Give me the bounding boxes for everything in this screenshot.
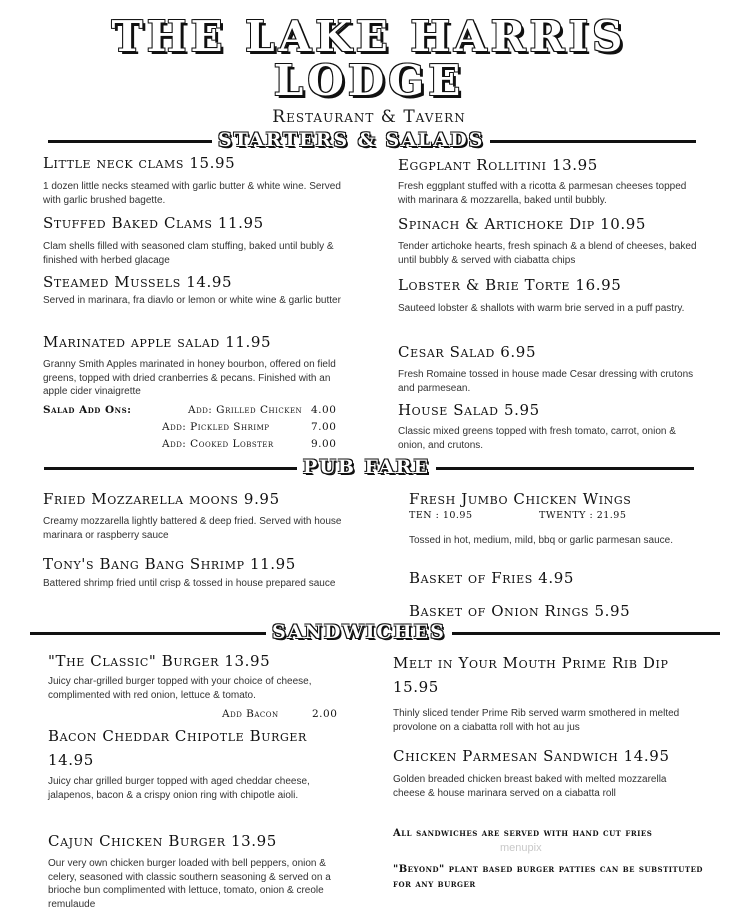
menu-item-description: Fresh eggplant stuffed with a ricotta & parmesan cheeses topped with marinara & mozzarella, baked until bubbly. — [398, 181, 687, 206]
menu-item-description: Granny Smith Apples marinated in honey bourbon, offered on field greens, topped with dried cranberries & pecans. Finished with an apple cider vinaigrette — [43, 359, 336, 397]
menu-item-name: Tony's Bang Bang Shrimp 11.95 — [43, 555, 296, 573]
menu-item-name: House Salad 5.95 — [398, 401, 540, 419]
menu-item-name: Steamed Mussels 14.95 — [43, 273, 233, 291]
menu-item-name: Bacon Cheddar Chipotle Burger — [48, 727, 307, 745]
menu-item-name: Lobster & Brie Torte 16.95 — [398, 276, 622, 294]
addon-name: Add: Pickled Shrimp — [162, 421, 270, 433]
wings-price-twenty: TWENTY : 21.95 — [539, 510, 627, 521]
restaurant-name-line2: LODGE — [273, 56, 465, 105]
menu-item-price: 15.95 — [393, 678, 439, 696]
menu-item-name: Melt in Your Mouth Prime Rib Dip — [393, 654, 669, 672]
menu-item-description: Creamy mozzarella lightly battered & deep fried. Served with house marinara or raspberry sauce — [43, 516, 342, 541]
section-title-starters: STARTERS & SALADS — [212, 129, 490, 151]
section-title-pub-fare: PUB FARE — [297, 456, 436, 478]
addon-name: Add: Grilled Chicken — [188, 404, 303, 416]
menu-item-description: Our very own chicken burger loaded with bell peppers, onion & celery, seasoned with classic southern seasoning & served on a brioche bun complimented with lettuce, tomato, onion & creole remulaude — [48, 858, 331, 910]
menu-item-description: 1 dozen little necks steamed with garlic butter & white wine. Served with garlic brushed bagette. — [43, 181, 341, 206]
restaurant-subtitle: Restaurant & Tavern — [272, 107, 466, 127]
note-beyond: "Beyond" plant based burger patties can be substituted for any burger — [393, 864, 703, 890]
menu-item-name: Cesar Salad 6.95 — [398, 343, 537, 361]
addon-price: 7.00 — [311, 421, 337, 433]
menu-item-name: Chicken Parmesan Sandwich 14.95 — [393, 747, 670, 765]
menu-item-description: Thinly sliced tender Prime Rib served warm smothered in melted provolone on a ciabatta roll with hot au jus — [393, 708, 680, 733]
menu-item-description: Tender artichoke hearts, fresh spinach & a blend of cheeses, baked until bubbly & served with ciabatta chips — [398, 241, 697, 266]
menu-item-description: Fresh Romaine tossed in house made Cesar dressing with crutons and parmesean. — [398, 369, 694, 394]
addon-name: Add: Cooked Lobster — [162, 438, 274, 450]
wings-price-ten: TEN : 10.95 — [409, 510, 473, 521]
menu-item-description: Battered shrimp fried until crisp & tossed in house prepared sauce — [43, 578, 336, 589]
menu-item-description: Juicy char grilled burger topped with aged cheddar cheese, jalapenos, bacon & a crispy onion ring with chipotle aioli. — [48, 776, 310, 801]
menu-item-name: Basket of Fries 4.95 — [409, 569, 575, 587]
menu-item-description: Clam shells filled with seasoned clam stuffing, baked until bubly & finished with herbed glacage — [43, 241, 334, 266]
menu-item-description: Sauteed lobster & shallots with warm brie served in a puff pastry. — [398, 303, 685, 314]
menu-item-name: Cajun Chicken Burger 13.95 — [48, 832, 277, 850]
menu-item-name: Marinated apple salad 11.95 — [43, 333, 272, 351]
section-title-sandwiches: SANDWICHES — [266, 621, 452, 643]
menu-item-description: Classic mixed greens topped with fresh tomato, carrot, onion & onion, and crutons. — [398, 426, 676, 451]
menu-item-description: Served in marinara, fra diavlo or lemon or white wine & garlic butter — [43, 295, 341, 306]
menu-item-description: Juicy char-grilled burger topped with your choice of cheese, complimented with red onion, lettuce & tomato. — [48, 676, 312, 701]
menu-item-price: 14.95 — [48, 751, 94, 769]
menu-item-name: Fresh Jumbo Chicken Wings — [409, 490, 632, 508]
menu-item-name: "The Classic" Burger 13.95 — [48, 652, 271, 670]
menu-item-description: Golden breaded chicken breast baked with melted mozzarella cheese & house marinara served on a ciabatta roll — [393, 774, 667, 799]
restaurant-name-line1: THE LAKE HARRIS — [111, 12, 627, 61]
addon-price: 9.00 — [311, 438, 337, 450]
note-fries: All sandwiches are served with hand cut fries — [393, 828, 653, 839]
menu-item-name: Stuffed Baked Clams 11.95 — [43, 214, 264, 232]
menu-item-name: Basket of Onion Rings 5.95 — [409, 602, 631, 620]
menu-item-name: Spinach & Artichoke Dip 10.95 — [398, 215, 647, 233]
menu-item-name: Little neck clams 15.95 — [43, 154, 236, 172]
salad-addons-label: Salad Add Ons: — [43, 404, 132, 416]
menu-item-name: Fried Mozzarella moons 9.95 — [43, 490, 280, 508]
add-bacon-price: 2.00 — [312, 708, 338, 720]
menu-item-description: Tossed in hot, medium, mild, bbq or garlic parmesan sauce. — [409, 535, 674, 546]
watermark: menupix — [500, 842, 542, 854]
menu-item-name: Eggplant Rollitini 13.95 — [398, 156, 598, 174]
add-bacon-label: Add Bacon — [222, 708, 279, 720]
addon-price: 4.00 — [311, 404, 337, 416]
